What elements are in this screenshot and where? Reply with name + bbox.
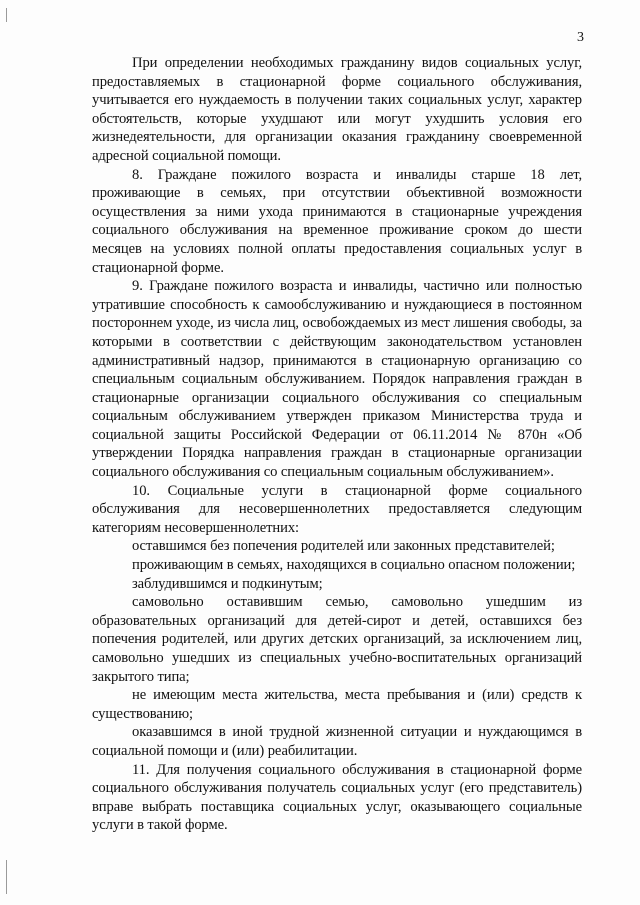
page-number: 3: [577, 30, 584, 45]
scan-edge-mark: [6, 860, 7, 894]
list-item: самовольно оставившим семью, самовольно ушедшим из образовательных организаций для детей-сирот и детей, оставшихся без попечения родителей, или других детских организаций, за исключением лиц, самовольно ушедших из специальных учебно-воспитательных организаций закрытого типа;: [92, 594, 582, 685]
scan-edge-mark: [6, 8, 7, 22]
list-item: оказавшимся в иной трудной жизненной ситуации и нуждающимся в социальной помощи и (или) реабилитации.: [92, 724, 582, 759]
paragraph-11: 11. Для получения социального обслуживания в стационарной форме социального обслуживания получатель социальных услуг (его представитель) вправе выбрать поставщика социальных услуг, оказывающего социальные услуги в такой форме.: [92, 761, 582, 834]
list-item: оставшимся без попечения родителей или законных представителей;: [132, 538, 555, 555]
paragraph-intro: При определении необходимых гражданину видов социальных услуг, предоставляемых в стационарной форме социального обслуживания, учитывается его нуждаемость в получении таких социальных услуг, характер обстоятельств, которые ухудшают или могут ухудшить условия его жизнедеятельности, для организации оказания гражданину своевременной адресной социальной помощи.: [92, 55, 582, 164]
paragraph-10: 10. Социальные услуги в стационарной форме социального обслуживания для несовершеннолетних предоставляется следующим категориям несовершеннолетних:: [92, 482, 582, 536]
paragraph-9: 9. Граждане пожилого возраста и инвалиды, частично или полностью утратившие способность к самообслуживанию и нуждающиеся в постоянном постороннем уходе, из числа лиц, освобождаемых из мест лишения свободы, за которыми в соответствии с действующим законодательством установлен административный надзор, принимаются в стационарную организацию со специальным социальным обслуживанием. Порядок направления граждан в стационарные организации социального обслуживания со специальным социальным обслуживанием утвержден приказом Министерства труда и социальной защиты Российской Федерации от 06.11.2014 № 870н «Об утверждении Порядка направления граждан в стационарные организации социального обслуживания со специальным социальным обслуживанием».: [92, 278, 582, 481]
list-item: проживающим в семьях, находящихся в социально опасном положении;: [132, 557, 576, 574]
paragraph-8: 8. Граждане пожилого возраста и инвалиды старше 18 лет, проживающие в семьях, при отсутствии объективной возможности осуществления за ними ухода принимаются в стационарные учреждения социального обслуживания на временное проживание сроком до шести месяцев на условиях полной оплаты предоставления социальных услуг в стационарной форме.: [92, 166, 582, 276]
document-body: [92, 54, 582, 835]
list-item: не имеющим места жительства, места пребывания и (или) средств к существованию;: [92, 687, 582, 722]
list-item: заблудившимся и подкинутым;: [132, 575, 323, 592]
